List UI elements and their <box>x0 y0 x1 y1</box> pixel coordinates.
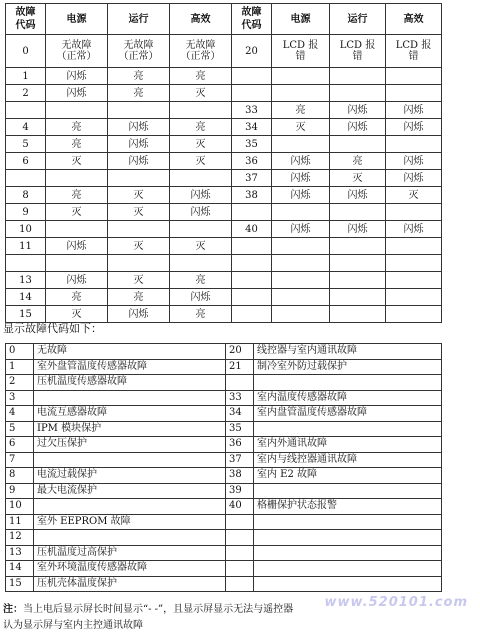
footnote-line-2: 认为显示屏与室内主控通讯故障 <box>3 620 143 631</box>
led-state-cell: 闪烁 <box>386 102 442 119</box>
led-state-cell: 闪烁 <box>170 204 232 221</box>
code-description-cell: 室外环境温度传感器故障 <box>34 561 226 577</box>
led-state-cell: 灭 <box>108 272 170 289</box>
status-row <box>6 136 442 153</box>
led-state-cell <box>330 85 386 102</box>
led-state-cell: 灭 <box>330 170 386 187</box>
led-state-cell <box>46 102 108 119</box>
code-description-cell <box>254 375 442 391</box>
led-state-cell <box>386 136 442 153</box>
code-row <box>6 576 442 592</box>
led-state-cell <box>272 306 330 323</box>
status-row <box>6 238 442 255</box>
led-state-cell: 闪烁 <box>108 136 170 153</box>
led-state-cell: 闪烁 <box>386 221 442 238</box>
led-state-cell: 闪烁 <box>170 289 232 306</box>
header-cell: 高效 <box>170 4 232 35</box>
led-state-cell: 灭 <box>170 238 232 255</box>
status-row <box>6 255 442 272</box>
fault-code-cell: 13 <box>6 272 46 289</box>
led-state-cell: 灭 <box>386 187 442 204</box>
code-number-cell: 5 <box>6 421 34 437</box>
code-description-cell <box>34 530 226 546</box>
status-row <box>6 153 442 170</box>
fault-code-cell <box>232 306 272 323</box>
led-state-cell <box>108 170 170 187</box>
led-state-cell: 闪烁 <box>272 187 330 204</box>
code-description-cell: 无故障 <box>34 344 226 360</box>
led-state-cell <box>108 221 170 238</box>
led-state-cell: 灭 <box>108 187 170 204</box>
code-description-cell: 室外 EEPROM 故障 <box>34 514 226 530</box>
status-row <box>6 221 442 238</box>
code-description-cell <box>254 530 442 546</box>
led-state-cell: 无故障 （正常） <box>46 35 108 68</box>
led-state-cell <box>272 272 330 289</box>
led-state-cell: 闪烁 <box>330 221 386 238</box>
led-state-cell <box>386 255 442 272</box>
code-row <box>6 344 442 360</box>
code-number-cell: 38 <box>226 468 254 484</box>
led-state-cell: 闪烁 <box>272 153 330 170</box>
code-description-cell: 最大电流保护 <box>34 483 226 499</box>
led-state-cell <box>386 306 442 323</box>
status-row <box>6 119 442 136</box>
code-row <box>6 483 442 499</box>
status-row <box>6 289 442 306</box>
led-state-cell: 亮 <box>330 153 386 170</box>
header-cell: 电源 <box>46 4 108 35</box>
code-number-cell: 37 <box>226 452 254 468</box>
code-number-cell: 11 <box>6 514 34 530</box>
led-state-cell <box>108 255 170 272</box>
code-description-cell: 制冷室外防过载保护 <box>254 359 442 375</box>
code-number-cell: 39 <box>226 483 254 499</box>
led-state-cell <box>330 306 386 323</box>
code-row <box>6 530 442 546</box>
code-description-cell: 室内与线控器通讯故障 <box>254 452 442 468</box>
led-state-cell <box>272 289 330 306</box>
code-description-cell <box>254 483 442 499</box>
code-row <box>6 452 442 468</box>
code-number-cell: 7 <box>6 452 34 468</box>
led-state-cell <box>330 272 386 289</box>
code-number-cell: 21 <box>226 359 254 375</box>
code-number-cell: 1 <box>6 359 34 375</box>
led-state-cell: 灭 <box>46 306 108 323</box>
led-state-cell <box>330 255 386 272</box>
led-state-cell: 灭 <box>108 204 170 221</box>
fault-code-cell <box>6 170 46 187</box>
header-cell: 运行 <box>108 4 170 35</box>
code-description-cell: IPM 模块保护 <box>34 421 226 437</box>
fault-code-cell: 0 <box>6 35 46 68</box>
header-row <box>6 4 442 35</box>
led-state-cell: 闪烁 <box>46 272 108 289</box>
code-row <box>6 375 442 391</box>
fault-code-cell: 34 <box>232 119 272 136</box>
led-state-cell: 亮 <box>46 119 108 136</box>
code-number-cell: 20 <box>226 344 254 360</box>
code-number-cell: 13 <box>6 545 34 561</box>
code-description-cell: 线控器与室内通讯故障 <box>254 344 442 360</box>
fault-code-cell <box>232 272 272 289</box>
led-state-cell: LCD 报 错 <box>272 35 330 68</box>
fault-code-cell: 14 <box>6 289 46 306</box>
code-number-cell: 15 <box>6 576 34 592</box>
code-description-cell <box>34 390 226 406</box>
watermark-text: www.520101.com <box>324 595 468 610</box>
header-cell: 故障 代码 <box>6 4 46 35</box>
status-row <box>6 170 442 187</box>
fault-code-cell: 35 <box>232 136 272 153</box>
led-state-cell <box>170 255 232 272</box>
code-number-cell: 6 <box>6 437 34 453</box>
led-state-cell <box>272 85 330 102</box>
status-row <box>6 68 442 85</box>
led-state-cell <box>108 102 170 119</box>
status-row <box>6 35 442 68</box>
code-description-cell <box>254 421 442 437</box>
led-state-cell <box>386 85 442 102</box>
led-state-cell <box>46 255 108 272</box>
code-number-cell: 40 <box>226 499 254 515</box>
footnote-label: 注： <box>3 604 23 615</box>
led-state-cell <box>330 289 386 306</box>
led-state-cell <box>170 170 232 187</box>
led-state-cell: 闪烁 <box>272 221 330 238</box>
led-state-cell: 闪烁 <box>386 119 442 136</box>
code-description-cell <box>254 514 442 530</box>
status-row <box>6 85 442 102</box>
code-number-cell <box>226 545 254 561</box>
fault-code-cell <box>232 255 272 272</box>
fault-code-cell <box>232 85 272 102</box>
led-state-cell: 灭 <box>46 204 108 221</box>
led-state-cell <box>386 68 442 85</box>
led-state-cell <box>170 102 232 119</box>
code-number-cell: 35 <box>226 421 254 437</box>
led-state-cell: 灭 <box>46 153 108 170</box>
code-row <box>6 468 442 484</box>
led-state-cell <box>330 136 386 153</box>
code-description-cell: 室内 E2 故障 <box>254 468 442 484</box>
status-row <box>6 102 442 119</box>
led-state-cell: 亮 <box>46 289 108 306</box>
code-description-cell <box>254 576 442 592</box>
led-state-cell: LCD 报 错 <box>330 35 386 68</box>
led-state-cell: 闪烁 <box>330 187 386 204</box>
led-state-cell: 亮 <box>46 187 108 204</box>
code-number-cell: 0 <box>6 344 34 360</box>
code-description-cell: 压机温度传感器故障 <box>34 375 226 391</box>
led-state-cell: 亮 <box>170 306 232 323</box>
led-state-cell <box>170 221 232 238</box>
status-row <box>6 187 442 204</box>
led-status-table <box>5 3 442 323</box>
code-description-cell: 室内外通讯故障 <box>254 437 442 453</box>
led-state-cell: 亮 <box>272 102 330 119</box>
footnote-line-1: 当上电后显示屏长时间显示“- -”，且显示屏显示无法与遥控器 <box>23 604 294 615</box>
code-row <box>6 421 442 437</box>
fault-code-cell <box>232 204 272 221</box>
fault-code-cell <box>232 68 272 85</box>
led-state-cell: 无故障 （正常） <box>108 35 170 68</box>
fault-code-cell: 11 <box>6 238 46 255</box>
fault-code-cell: 8 <box>6 187 46 204</box>
code-description-cell <box>34 452 226 468</box>
code-number-cell <box>226 576 254 592</box>
led-state-cell: LCD 报 错 <box>386 35 442 68</box>
led-state-cell: 亮 <box>170 68 232 85</box>
led-state-cell: 灭 <box>170 85 232 102</box>
code-description-cell: 过欠压保护 <box>34 437 226 453</box>
code-number-cell: 34 <box>226 406 254 422</box>
code-number-cell: 10 <box>6 499 34 515</box>
header-cell: 电源 <box>272 4 330 35</box>
led-state-cell: 闪烁 <box>330 102 386 119</box>
fault-code-cell: 10 <box>6 221 46 238</box>
status-row <box>6 272 442 289</box>
led-state-cell <box>330 68 386 85</box>
code-number-cell: 14 <box>6 561 34 577</box>
code-number-cell: 3 <box>6 390 34 406</box>
led-state-cell: 闪烁 <box>386 153 442 170</box>
fault-code-cell <box>232 238 272 255</box>
fault-code-cell: 37 <box>232 170 272 187</box>
code-number-cell: 8 <box>6 468 34 484</box>
status-row <box>6 204 442 221</box>
led-state-cell: 闪烁 <box>46 238 108 255</box>
code-row <box>6 545 442 561</box>
led-state-cell: 灭 <box>170 136 232 153</box>
led-state-cell <box>272 238 330 255</box>
led-state-cell <box>46 221 108 238</box>
code-number-cell: 9 <box>6 483 34 499</box>
code-number-cell: 36 <box>226 437 254 453</box>
code-row <box>6 390 442 406</box>
led-state-cell: 亮 <box>46 136 108 153</box>
code-description-cell <box>254 561 442 577</box>
code-description-cell: 电流过载保护 <box>34 468 226 484</box>
fault-code-cell: 36 <box>232 153 272 170</box>
fault-code-cell: 15 <box>6 306 46 323</box>
led-state-cell <box>330 238 386 255</box>
code-description-cell: 室外盘管温度传感器故障 <box>34 359 226 375</box>
led-state-cell <box>272 255 330 272</box>
code-row <box>6 561 442 577</box>
led-state-cell: 闪烁 <box>108 306 170 323</box>
led-state-cell: 闪烁 <box>386 170 442 187</box>
fault-code-cell <box>6 102 46 119</box>
header-cell: 故障 代码 <box>232 4 272 35</box>
led-state-cell: 灭 <box>108 238 170 255</box>
code-number-cell: 33 <box>226 390 254 406</box>
led-state-cell: 无故障 （正常） <box>170 35 232 68</box>
led-state-cell: 闪烁 <box>46 68 108 85</box>
fault-code-cell <box>232 289 272 306</box>
code-description-cell: 压机温度过高保护 <box>34 545 226 561</box>
code-description-cell: 室内盘管温度传感器故障 <box>254 406 442 422</box>
code-list-caption: 显示故障代码如下： <box>3 322 102 335</box>
fault-code-cell: 1 <box>6 68 46 85</box>
fault-code-cell: 5 <box>6 136 46 153</box>
led-state-cell <box>386 289 442 306</box>
code-description-cell: 格栅保护状态报警 <box>254 499 442 515</box>
code-number-cell <box>226 530 254 546</box>
led-state-cell <box>272 136 330 153</box>
led-state-cell: 亮 <box>108 289 170 306</box>
led-state-cell: 亮 <box>170 272 232 289</box>
code-row <box>6 499 442 515</box>
led-state-cell: 闪烁 <box>46 85 108 102</box>
fault-code-cell: 2 <box>6 85 46 102</box>
led-state-cell: 闪烁 <box>170 187 232 204</box>
led-state-cell: 闪烁 <box>108 153 170 170</box>
led-state-cell: 闪烁 <box>108 119 170 136</box>
footnote <box>3 602 478 634</box>
code-description-cell: 室内温度传感器故障 <box>254 390 442 406</box>
led-state-cell: 灭 <box>170 153 232 170</box>
code-number-cell: 4 <box>6 406 34 422</box>
code-number-cell <box>226 514 254 530</box>
fault-code-cell <box>6 255 46 272</box>
led-state-cell <box>386 204 442 221</box>
code-description-cell <box>254 545 442 561</box>
code-description-cell: 电流互感器故障 <box>34 406 226 422</box>
code-row <box>6 359 442 375</box>
code-row <box>6 514 442 530</box>
header-cell: 高效 <box>386 4 442 35</box>
led-state-cell: 亮 <box>170 119 232 136</box>
code-row <box>6 437 442 453</box>
fault-code-cell: 38 <box>232 187 272 204</box>
led-state-cell <box>330 204 386 221</box>
led-state-cell: 闪烁 <box>272 170 330 187</box>
code-description-cell: 压机壳体温度保护 <box>34 576 226 592</box>
fault-code-table <box>5 343 442 592</box>
fault-code-cell: 4 <box>6 119 46 136</box>
code-row <box>6 406 442 422</box>
fault-code-cell: 9 <box>6 204 46 221</box>
code-number-cell <box>226 375 254 391</box>
led-state-cell <box>386 272 442 289</box>
fault-code-cell: 33 <box>232 102 272 119</box>
led-state-cell: 亮 <box>108 85 170 102</box>
led-state-cell <box>272 68 330 85</box>
code-number-cell: 12 <box>6 530 34 546</box>
fault-code-cell: 6 <box>6 153 46 170</box>
led-state-cell: 闪烁 <box>330 119 386 136</box>
led-state-cell: 灭 <box>272 119 330 136</box>
fault-code-cell: 20 <box>232 35 272 68</box>
led-state-cell: 亮 <box>108 68 170 85</box>
code-description-cell <box>34 499 226 515</box>
led-state-cell <box>46 170 108 187</box>
led-state-cell <box>386 238 442 255</box>
fault-code-cell: 40 <box>232 221 272 238</box>
code-number-cell: 2 <box>6 375 34 391</box>
code-number-cell <box>226 561 254 577</box>
led-state-cell <box>272 204 330 221</box>
header-cell: 运行 <box>330 4 386 35</box>
